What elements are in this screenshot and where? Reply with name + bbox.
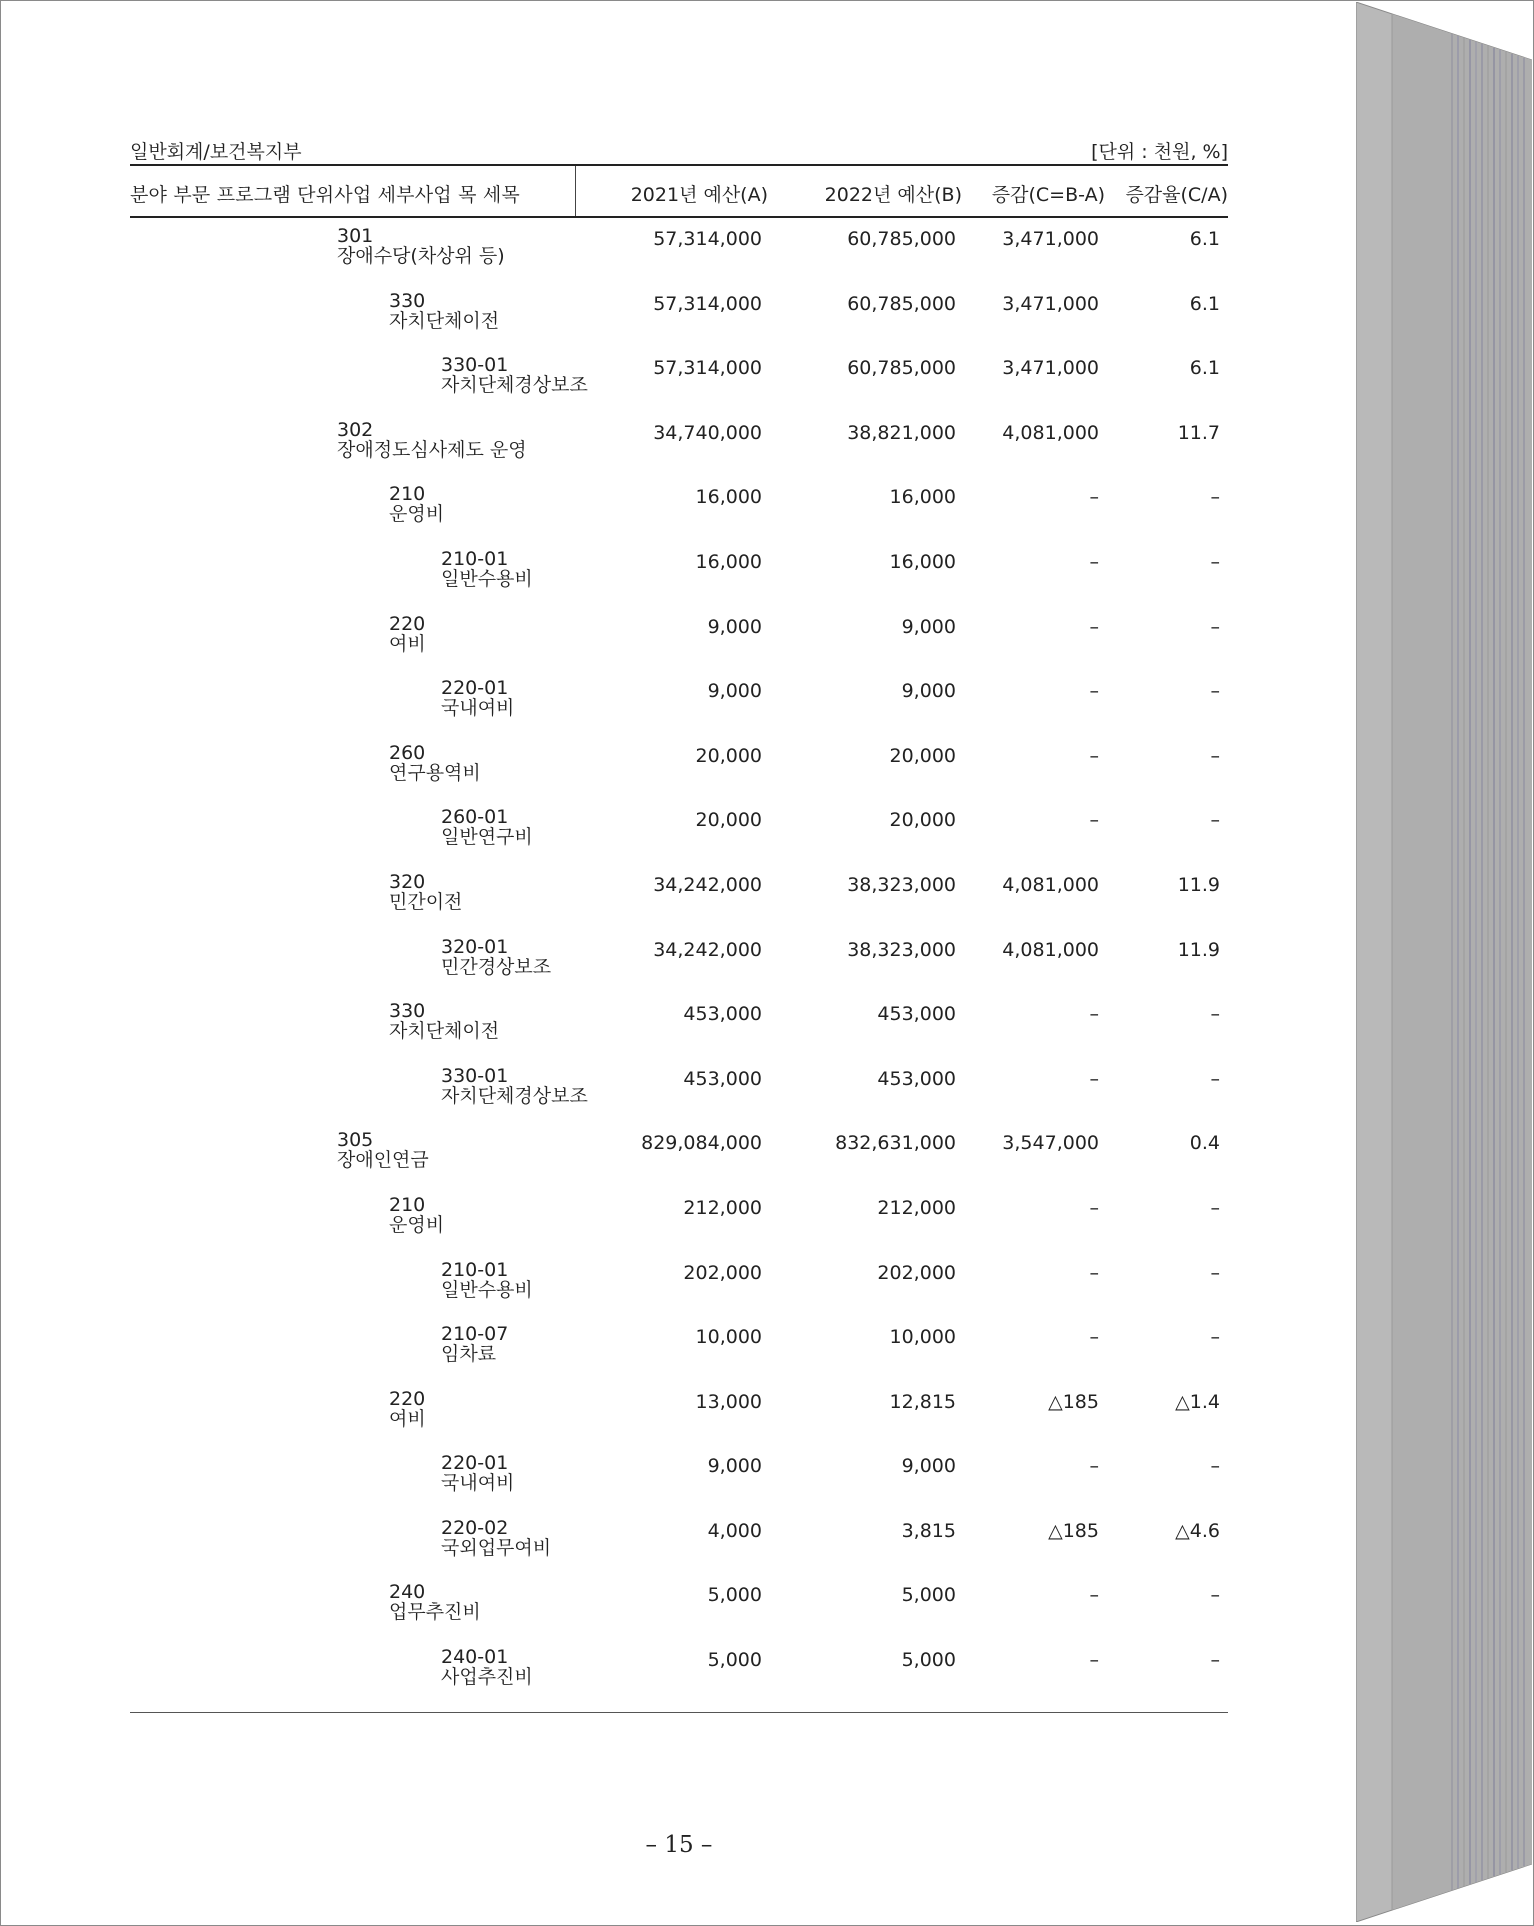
row-code: 210-07 [441, 1323, 509, 1346]
budget-2021-cell: 5,000 [707, 1584, 762, 1607]
row-label [389, 1582, 481, 1622]
budget-2021-cell: 212,000 [683, 1196, 762, 1219]
row-name: 자치단체경상보조 [441, 1084, 588, 1107]
rate-cell: – [1210, 615, 1220, 638]
row-name: 여비 [389, 632, 426, 655]
header-column-separator [575, 166, 576, 216]
table-row [2, 614, 1356, 679]
budget-2021-cell: 57,314,000 [653, 357, 762, 380]
budget-2021-cell: 829,084,000 [641, 1132, 762, 1155]
table-row [2, 1260, 1356, 1325]
table-row [2, 355, 1356, 420]
row-name: 국내여비 [441, 1472, 515, 1495]
budget-2021-cell: 34,740,000 [653, 421, 762, 444]
budget-2022-cell: 16,000 [889, 486, 956, 509]
table-row [2, 807, 1356, 872]
change-cell: 4,081,000 [1002, 421, 1099, 444]
budget-2021-cell: 5,000 [707, 1649, 762, 1672]
table-row [2, 1582, 1356, 1647]
rate-cell: – [1210, 1196, 1220, 1219]
row-name: 장애수당(차상위 등) [337, 245, 505, 267]
budget-2022-cell: 9,000 [901, 615, 956, 638]
row-label [337, 226, 505, 266]
rate-cell: – [1210, 1584, 1220, 1607]
row-code: 240-01 [441, 1646, 509, 1669]
table-row [2, 743, 1356, 808]
rate-cell: 6.1 [1189, 357, 1220, 380]
row-code: 330-01 [441, 354, 509, 377]
budget-2022-cell: 832,631,000 [835, 1132, 956, 1155]
budget-2021-cell: 9,000 [707, 615, 762, 638]
row-name: 민간이전 [389, 890, 463, 913]
table-row [2, 1389, 1356, 1454]
account-label: 일반회계/보건복지부 [130, 141, 302, 163]
budget-2022-cell: 5,000 [901, 1584, 956, 1607]
budget-2021-cell: 4,000 [707, 1519, 762, 1542]
budget-2022-cell: 60,785,000 [847, 292, 956, 315]
book-page-edges [1356, 2, 1532, 1922]
row-code: 330-01 [441, 1064, 509, 1087]
row-label [441, 1647, 533, 1687]
rate-cell: 11.7 [1177, 421, 1220, 444]
budget-2022-cell: 20,000 [889, 809, 956, 832]
row-label [441, 1066, 588, 1106]
table-row [2, 1324, 1356, 1389]
table-row [2, 1647, 1356, 1712]
row-name: 일반수용비 [441, 1278, 533, 1301]
row-name: 장애인연금 [337, 1149, 429, 1172]
row-code: 240 [389, 1581, 426, 1604]
budget-2021-cell: 453,000 [683, 1003, 762, 1026]
budget-2021-cell: 20,000 [695, 809, 762, 832]
column-header-2022-budget: 2022년 예산(B) [824, 184, 962, 206]
row-label [441, 1260, 533, 1300]
row-name: 임차료 [441, 1343, 497, 1366]
row-label [389, 1389, 426, 1429]
table-row [2, 484, 1356, 549]
budget-2021-cell: 10,000 [695, 1326, 762, 1349]
change-cell: 3,471,000 [1002, 292, 1099, 315]
budget-2021-cell: 16,000 [695, 550, 762, 573]
table-row [2, 420, 1356, 485]
column-header-2021-budget: 2021년 예산(A) [630, 184, 768, 206]
rate-cell: – [1210, 680, 1220, 703]
rate-cell: – [1210, 744, 1220, 767]
budget-2021-cell: 20,000 [695, 744, 762, 767]
row-code: 305 [337, 1129, 374, 1152]
budget-2022-cell: 9,000 [901, 680, 956, 703]
row-name: 운영비 [389, 1213, 445, 1236]
budget-2021-cell: 57,314,000 [653, 228, 762, 250]
row-code: 220-02 [441, 1516, 509, 1539]
budget-2022-cell: 60,785,000 [847, 357, 956, 380]
row-code: 220-01 [441, 677, 509, 700]
change-cell: – [1089, 1649, 1099, 1672]
budget-2022-cell: 9,000 [901, 1455, 956, 1478]
change-cell: – [1089, 550, 1099, 573]
row-label [389, 484, 444, 524]
table-row [2, 1195, 1356, 1260]
row-label [337, 1130, 429, 1170]
rate-cell: △1.4 [1175, 1390, 1220, 1413]
row-code: 302 [337, 418, 374, 441]
row-label [441, 678, 514, 718]
row-name: 국외업무여비 [441, 1536, 552, 1559]
row-label [441, 807, 533, 847]
table-row [2, 549, 1356, 614]
column-header-hierarchy: 분야 부문 프로그램 단위사업 세부사업 목 세목 [130, 184, 520, 206]
row-label [389, 1001, 499, 1041]
rate-cell: – [1210, 1649, 1220, 1672]
row-label [441, 937, 551, 977]
budget-2021-cell: 9,000 [707, 680, 762, 703]
table-row [2, 1066, 1356, 1131]
budget-table-body [2, 226, 1356, 1712]
budget-2021-cell: 453,000 [683, 1067, 762, 1090]
budget-2022-cell: 212,000 [877, 1196, 956, 1219]
rate-cell: – [1210, 1067, 1220, 1090]
change-cell: – [1089, 1196, 1099, 1219]
row-name: 자치단체이전 [389, 1020, 500, 1043]
rate-cell: △4.6 [1175, 1519, 1220, 1542]
rate-cell: 6.1 [1189, 292, 1220, 315]
rate-cell: – [1210, 1326, 1220, 1349]
row-code: 210-01 [441, 1258, 509, 1281]
change-cell: – [1089, 1261, 1099, 1284]
budget-2022-cell: 38,821,000 [847, 421, 956, 444]
table-row [2, 937, 1356, 1002]
rate-cell: 0.4 [1189, 1132, 1220, 1155]
unit-label: [단위 : 천원, %] [1091, 141, 1228, 163]
row-name: 연구용역비 [389, 761, 481, 784]
row-name: 장애정도심사제도 운영 [337, 438, 527, 461]
budget-2022-cell: 12,815 [889, 1390, 956, 1413]
document-page [2, 2, 1357, 1922]
table-row [2, 1518, 1356, 1583]
table-row [2, 291, 1356, 356]
change-cell: – [1089, 680, 1099, 703]
budget-2021-cell: 16,000 [695, 486, 762, 509]
row-label [441, 1453, 514, 1493]
table-row [2, 872, 1356, 937]
budget-2022-cell: 16,000 [889, 550, 956, 573]
change-cell: – [1089, 744, 1099, 767]
budget-2021-cell: 9,000 [707, 1455, 762, 1478]
budget-2022-cell: 38,323,000 [847, 873, 956, 896]
row-label [389, 872, 462, 912]
change-cell: △185 [1048, 1390, 1099, 1413]
change-cell: – [1089, 809, 1099, 832]
table-header-rule [130, 216, 1228, 218]
column-header-change: 증감(C=B-A) [991, 184, 1105, 206]
budget-2022-cell: 20,000 [889, 744, 956, 767]
row-label [337, 420, 527, 460]
change-cell: 4,081,000 [1002, 938, 1099, 961]
change-cell: – [1089, 1326, 1099, 1349]
row-code: 260 [389, 741, 426, 764]
page-stack-graphic [1356, 2, 1532, 1922]
budget-2021-cell: 34,242,000 [653, 873, 762, 896]
row-name: 운영비 [389, 503, 445, 526]
change-cell: △185 [1048, 1519, 1099, 1542]
change-cell: – [1089, 1003, 1099, 1026]
rate-cell: – [1210, 1003, 1220, 1026]
row-code: 220 [389, 612, 426, 635]
change-cell: – [1089, 1455, 1099, 1478]
row-label [389, 614, 426, 654]
row-code: 260-01 [441, 806, 509, 829]
rate-cell: – [1210, 486, 1220, 509]
budget-2022-cell: 3,815 [901, 1519, 956, 1542]
row-name: 일반연구비 [441, 826, 533, 849]
table-row [2, 1130, 1356, 1195]
table-bottom-rule [130, 1712, 1228, 1713]
change-cell: 3,471,000 [1002, 357, 1099, 380]
change-cell: – [1089, 486, 1099, 509]
row-label [389, 743, 481, 783]
row-name: 국내여비 [441, 697, 515, 720]
budget-2022-cell: 38,323,000 [847, 938, 956, 961]
row-name: 자치단체경상보조 [441, 374, 588, 397]
table-row [2, 1001, 1356, 1066]
rate-cell: – [1210, 1261, 1220, 1284]
row-name: 사업추진비 [441, 1666, 533, 1689]
change-cell: 3,471,000 [1002, 228, 1099, 250]
budget-2021-cell: 13,000 [695, 1390, 762, 1413]
row-label [389, 1195, 444, 1235]
change-cell: – [1089, 1067, 1099, 1090]
page-number: – 15 – [645, 1832, 713, 1858]
budget-2022-cell: 60,785,000 [847, 228, 956, 250]
change-cell: 4,081,000 [1002, 873, 1099, 896]
row-code: 210 [389, 1193, 426, 1216]
row-code: 301 [337, 225, 374, 247]
row-code: 320-01 [441, 935, 509, 958]
rate-cell: 6.1 [1189, 228, 1220, 250]
column-header-change-rate: 증감율(C/A) [1125, 184, 1228, 206]
budget-2021-cell: 202,000 [683, 1261, 762, 1284]
row-code: 220 [389, 1387, 426, 1410]
change-cell: – [1089, 615, 1099, 638]
row-label [389, 291, 499, 331]
budget-2021-cell: 57,314,000 [653, 292, 762, 315]
table-top-rule [130, 164, 1228, 166]
row-label [441, 549, 533, 589]
row-label [441, 1324, 508, 1364]
budget-2022-cell: 202,000 [877, 1261, 956, 1284]
budget-2021-cell: 34,242,000 [653, 938, 762, 961]
rate-cell: – [1210, 809, 1220, 832]
row-code: 330 [389, 289, 426, 312]
row-code: 210-01 [441, 547, 509, 570]
rate-cell: 11.9 [1177, 873, 1220, 896]
row-code: 330 [389, 1000, 426, 1023]
budget-2022-cell: 10,000 [889, 1326, 956, 1349]
row-name: 업무추진비 [389, 1601, 481, 1624]
rate-cell: 11.9 [1177, 938, 1220, 961]
row-label [441, 355, 588, 395]
budget-2022-cell: 453,000 [877, 1067, 956, 1090]
budget-2022-cell: 453,000 [877, 1003, 956, 1026]
row-label [441, 1518, 551, 1558]
row-name: 일반수용비 [441, 567, 533, 590]
table-row [2, 678, 1356, 743]
row-code: 320 [389, 870, 426, 893]
row-name: 여비 [389, 1407, 426, 1430]
rate-cell: – [1210, 550, 1220, 573]
table-row [2, 226, 1356, 291]
rate-cell: – [1210, 1455, 1220, 1478]
row-code: 210 [389, 483, 426, 506]
row-name: 자치단체이전 [389, 309, 500, 332]
change-cell: 3,547,000 [1002, 1132, 1099, 1155]
row-code: 220-01 [441, 1452, 509, 1475]
row-name: 민간경상보조 [441, 955, 552, 978]
change-cell: – [1089, 1584, 1099, 1607]
budget-2022-cell: 5,000 [901, 1649, 956, 1672]
table-row [2, 1453, 1356, 1518]
